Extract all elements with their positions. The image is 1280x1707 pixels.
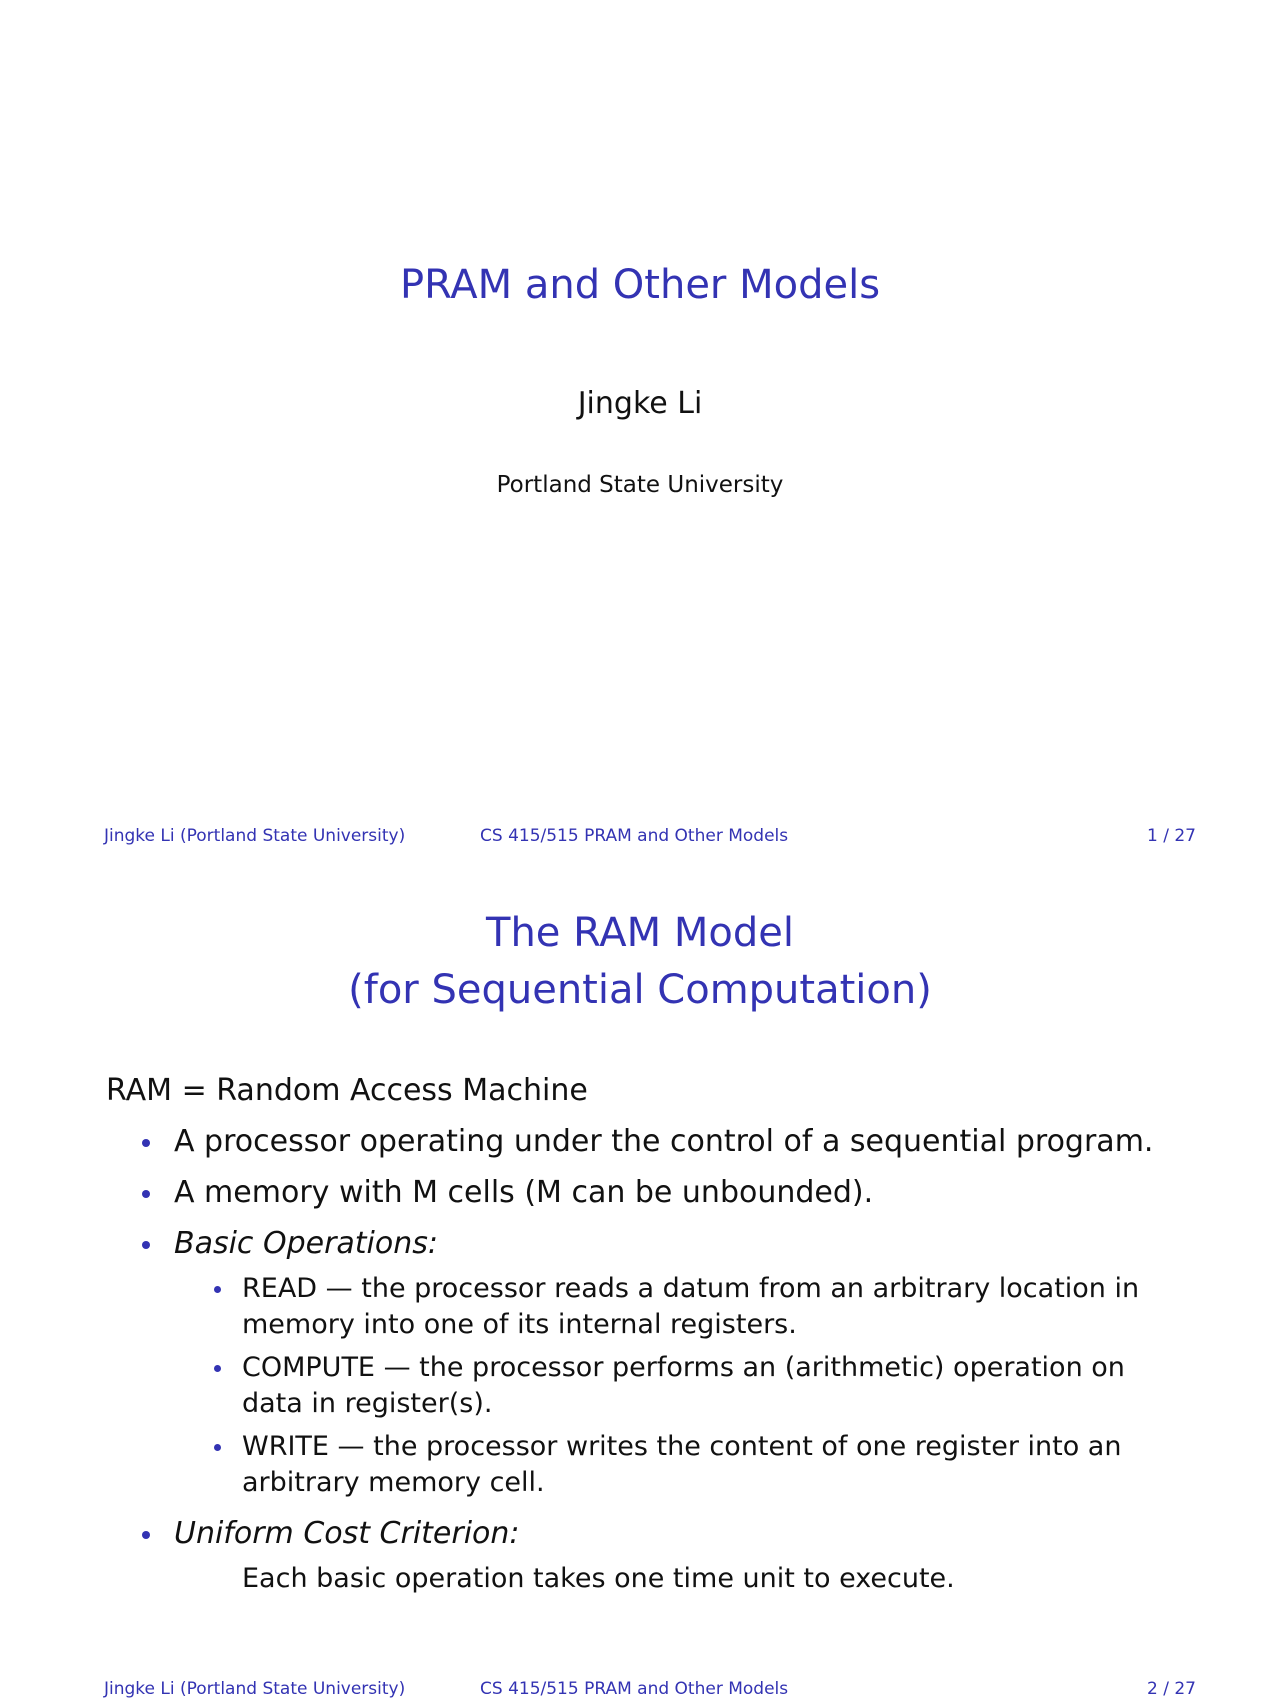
sub-list-item: [174, 1350, 1186, 1423]
footer-author: Jingke Li (Portland State University): [104, 1679, 406, 1699]
slide-content: [106, 1071, 1186, 1608]
slide-title: PRAM and Other Models: [399, 262, 881, 308]
bullet-list: [106, 1122, 1186, 1596]
slide-1: [0, 0, 1280, 853]
list-item-text: A processor operating under the control of a sequential program.: [174, 1124, 1154, 1159]
list-item-text: Basic Operations:: [174, 1226, 438, 1261]
bullet-icon: [214, 1444, 221, 1451]
slide-2: [0, 853, 1280, 1706]
sub-list-item-text: COMPUTE — the processor performs an (arithmetic) operation on data in register(s).: [242, 1351, 1125, 1420]
author-name: Jingke Li: [577, 386, 703, 421]
sub-list-item-text: READ — the processor reads a datum from an arbitrary location in memory into one of its internal registers.: [242, 1273, 1140, 1341]
footer-page-number: 2 / 27: [1147, 1679, 1196, 1699]
bullet-icon: [142, 1531, 150, 1539]
list-item: [106, 1514, 1186, 1596]
footer-author: Jingke Li (Portland State University): [104, 826, 406, 846]
bullet-icon: [214, 1365, 221, 1372]
list-item-text: Uniform Cost Criterion:: [174, 1515, 520, 1551]
bullet-icon: [142, 1190, 150, 1198]
list-item: [106, 1122, 1186, 1161]
sub-list-item: [174, 1429, 1186, 1502]
slide-footer: [104, 826, 1196, 850]
footer-page-number: 1 / 27: [1147, 826, 1196, 846]
slide-title: [0, 905, 1280, 1019]
institution-name: Portland State University: [496, 472, 784, 498]
sub-bullet-list: [174, 1271, 1186, 1502]
list-item-text: A memory with M cells (M can be unbounded).: [174, 1175, 874, 1210]
slide-title-line-2: (for Sequential Computation): [348, 967, 932, 1013]
bullet-icon: [214, 1286, 221, 1293]
sub-list-item-text: WRITE — the processor writes the content of one register into an arbitrary memory cell.: [242, 1430, 1122, 1499]
uniform-cost-note: Each basic operation takes one time unit to execute.: [242, 1562, 955, 1594]
list-item: [106, 1173, 1186, 1212]
sub-list-item: [174, 1271, 1186, 1344]
intro-line: RAM = Random Access Machine: [106, 1073, 588, 1108]
slide-title-line-1: The RAM Model: [486, 910, 794, 956]
bullet-icon: [142, 1241, 150, 1249]
footer-course: CS 415/515 PRAM and Other Models: [480, 1679, 789, 1699]
slide-footer: [104, 1679, 1196, 1703]
list-item: [106, 1224, 1186, 1502]
bullet-icon: [142, 1139, 150, 1147]
footer-course: CS 415/515 PRAM and Other Models: [480, 826, 789, 846]
